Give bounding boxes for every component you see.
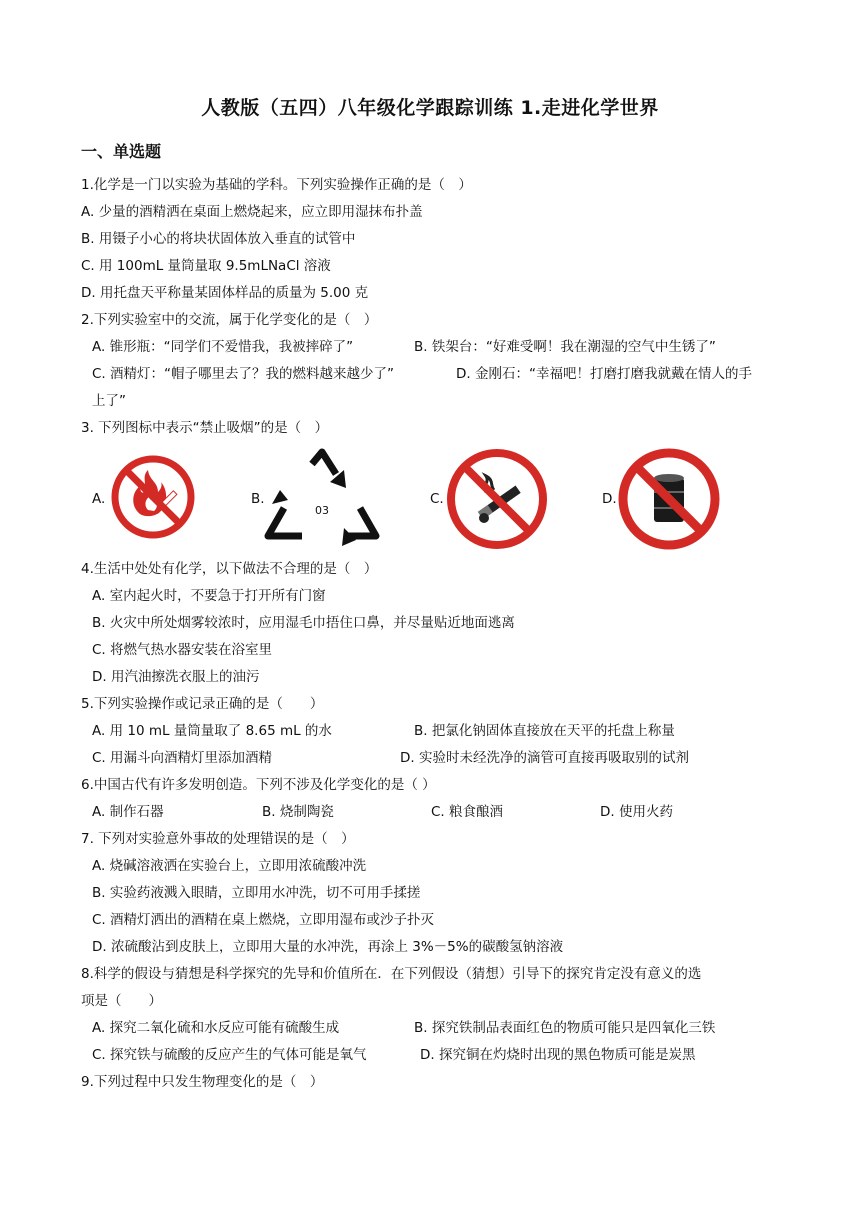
question-6-stem: 6.中国古代有许多发明创造。下列不涉及化学变化的是（ ） <box>81 777 436 793</box>
question-4-option-b[interactable]: B. 火灾中所处烟雾较浓时，应用湿毛巾捂住口鼻，并尽量贴近地面逃离 <box>92 615 515 631</box>
recycle-code: 03 <box>315 504 329 517</box>
question-8-option-b[interactable]: B. 探究铁制品表面红色的物质可能只是四氧化三铁 <box>414 1020 716 1036</box>
question-3-option-a-label[interactable]: A. <box>92 491 106 507</box>
recycle-icon <box>262 448 382 550</box>
question-5-option-b[interactable]: B. 把氯化钠固体直接放在天平的托盘上称量 <box>414 723 675 739</box>
question-6-option-c[interactable]: C. 粮食酿酒 <box>431 804 504 820</box>
question-7-option-d[interactable]: D. 浓硫酸沾到皮肤上，立即用大量的水冲洗，再涂上 3%－5%的碳酸氢钠溶液 <box>92 939 564 955</box>
question-5-option-d[interactable]: D. 实验时未经洗净的滴管可直接再吸取别的试剂 <box>400 750 689 766</box>
question-4-stem: 4.生活中处处有化学，以下做法不合理的是（ ） <box>81 561 378 577</box>
question-8-option-a[interactable]: A. 探究二氧化硫和水反应可能有硫酸生成 <box>92 1020 340 1036</box>
question-3-stem: 3. 下列图标中表示“禁止吸烟”的是（ ） <box>81 420 329 436</box>
question-3-option-b-label[interactable]: B. <box>251 491 265 507</box>
question-7-option-b[interactable]: B. 实验药液溅入眼睛，立即用水冲洗，切不可用手揉搓 <box>92 885 421 901</box>
question-5-option-a[interactable]: A. 用 10 mL 量筒量取了 8.65 mL 的水 <box>92 723 332 739</box>
question-2-option-d[interactable]: D. 金刚石：“幸福吧！打磨打磨我就戴在情人的手 <box>456 366 752 382</box>
question-8-option-c[interactable]: C. 探究铁与硫酸的反应产生的气体可能是氧气 <box>92 1047 367 1063</box>
question-9-stem: 9.下列过程中只发生物理变化的是（ ） <box>81 1074 324 1090</box>
question-8-option-d[interactable]: D. 探究铜在灼烧时出现的黑色物质可能是炭黑 <box>420 1047 696 1063</box>
question-5-stem: 5.下列实验操作或记录正确的是（ ） <box>81 696 324 712</box>
question-1-stem: 1.化学是一门以实验为基础的学科。下列实验操作正确的是（ ） <box>81 177 472 193</box>
question-3-option-d-label[interactable]: D. <box>602 491 617 507</box>
question-4-option-c[interactable]: C. 将燃气热水器安装在浴室里 <box>92 642 273 658</box>
question-7-option-a[interactable]: A. 烧碱溶液洒在实验台上，立即用浓硫酸冲洗 <box>92 858 367 874</box>
question-8-stem: 8.科学的假设与猜想是科学探究的先导和价值所在．在下列假设（猜想）引导下的探究肯定没有意义的选 <box>81 966 702 982</box>
question-4-option-d[interactable]: D. 用汽油擦洗衣服上的油污 <box>92 669 260 685</box>
question-1-option-d[interactable]: D. 用托盘天平称量某固体样品的质量为 5.00 克 <box>81 285 369 301</box>
question-6-option-d[interactable]: D. 使用火药 <box>600 804 673 820</box>
question-6-option-a[interactable]: A. 制作石器 <box>92 804 164 820</box>
question-5-option-c[interactable]: C. 用漏斗向酒精灯里添加酒精 <box>92 750 273 766</box>
question-2-option-d-continued: 上了” <box>92 393 126 409</box>
question-2-option-b[interactable]: B. 铁架台：“好难受啊！我在潮湿的空气中生锈了” <box>414 339 716 355</box>
no-smoking-icon <box>446 448 548 550</box>
page-title: 人教版（五四）八年级化学跟踪训练 1.走进化学世界 <box>201 97 659 119</box>
question-6-option-b[interactable]: B. 烧制陶瓷 <box>262 804 334 820</box>
question-4-option-a[interactable]: A. 室内起火时，不要急于打开所有门窗 <box>92 588 326 604</box>
question-8-stem-continued: 项是（ ） <box>81 993 162 1009</box>
question-1-option-a[interactable]: A. 少量的酒精洒在桌面上燃烧起来，应立即用湿抹布扑盖 <box>81 204 423 220</box>
question-2-option-c[interactable]: C. 酒精灯：“帽子哪里去了？我的燃料越来越少了” <box>92 366 394 382</box>
section-heading: 一、单选题 <box>81 142 162 161</box>
question-2-stem: 2.下列实验室中的交流，属于化学变化的是（ ） <box>81 312 378 328</box>
question-1-option-b[interactable]: B. 用镊子小心的将块状固体放入垂直的试管中 <box>81 231 356 247</box>
no-oil-drum-icon <box>618 448 720 550</box>
question-7-stem: 7. 下列对实验意外事故的处理错误的是（ ） <box>81 831 355 847</box>
question-2-option-a[interactable]: A. 锥形瓶：“同学们不爱惜我，我被摔碎了” <box>92 339 354 355</box>
question-1-option-c[interactable]: C. 用 100mL 量筒量取 9.5mLNaCl 溶液 <box>81 258 331 274</box>
question-7-option-c[interactable]: C. 酒精灯洒出的酒精在桌上燃烧，立即用湿布或沙子扑灭 <box>92 912 435 928</box>
no-fire-icon <box>108 452 198 542</box>
question-3-option-c-label[interactable]: C. <box>430 491 444 507</box>
